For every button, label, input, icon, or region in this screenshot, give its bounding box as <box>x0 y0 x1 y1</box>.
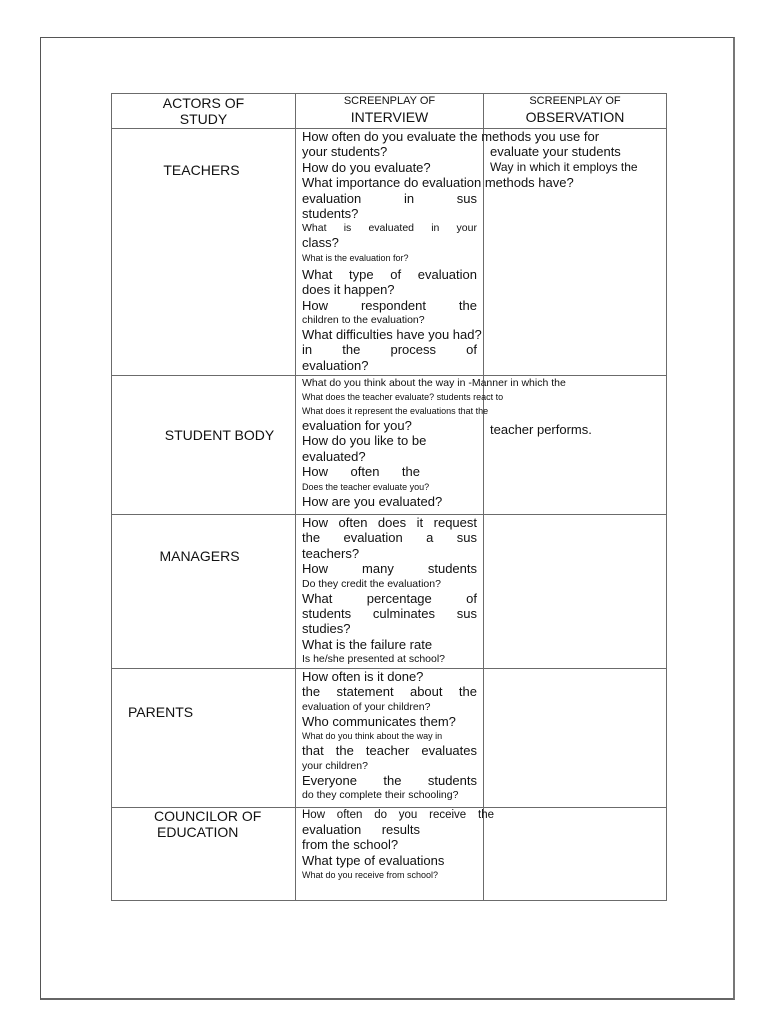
list-item: What do you think about the way in <box>302 731 443 742</box>
list-item: students? <box>302 206 359 222</box>
list-item: evaluate your students <box>490 144 621 160</box>
list-item: Who communicates them? <box>302 713 456 729</box>
list-item: How often do you evaluate the methods you use for <box>302 129 600 144</box>
interview-managers <box>296 515 484 669</box>
list-item: evaluation in sus <box>302 190 477 206</box>
list-item: What percentage of <box>302 590 477 606</box>
observation-managers <box>484 515 667 669</box>
header-observation-big: OBSERVATION <box>525 109 625 125</box>
list-item: do they complete their schooling? <box>302 789 459 802</box>
list-item: How respondent the <box>302 297 477 313</box>
list-item: teacher performs. <box>490 422 592 438</box>
list-item: What is evaluated in your <box>302 222 477 235</box>
table-row-parents <box>112 669 667 808</box>
list-item: How often does it request <box>302 515 477 530</box>
interview-parents <box>296 669 484 808</box>
actor-managers: MANAGERS <box>159 548 240 564</box>
list-item: How often do you receive the <box>302 809 494 821</box>
list-item: What is the failure rate <box>302 636 433 652</box>
list-item: What do you think about the way in -Manner in which the <box>302 377 566 389</box>
list-item: in the process of <box>302 342 477 358</box>
list-item: What does it represent the evaluations that the <box>302 406 489 416</box>
list-item: Way in which it employs the <box>490 159 638 174</box>
header-interview-big: INTERVIEW <box>350 109 429 125</box>
list-item: Is he/she presented at school? <box>302 653 446 666</box>
table-row-teachers <box>112 129 667 376</box>
list-item: class? <box>302 235 339 251</box>
table-row-student-body <box>112 376 667 515</box>
actor-teachers: TEACHERS <box>163 162 240 178</box>
list-item: Do they credit the evaluation? <box>302 577 441 590</box>
table-header-row <box>112 94 667 129</box>
list-item: What difficulties have you had? <box>302 327 482 343</box>
list-item: evaluation? <box>302 357 369 373</box>
observation-councilor <box>484 808 667 901</box>
actor-teachers-cell <box>112 129 296 376</box>
study-table <box>111 93 667 901</box>
list-item: What type of evaluations <box>302 852 445 868</box>
table-row-councilor <box>112 808 667 901</box>
observation-parents <box>484 669 667 808</box>
actor-councilor-line1: COUNCILOR OF <box>154 808 262 824</box>
header-observation <box>484 94 667 129</box>
list-item: What importance do evaluation methods have? <box>302 175 574 191</box>
actor-councilor-cell <box>112 808 296 901</box>
list-item: What type of evaluation <box>302 266 477 282</box>
list-item: from the school? <box>302 837 399 853</box>
list-item: children to the evaluation? <box>302 314 425 327</box>
list-item: Everyone the students <box>302 772 477 788</box>
actor-parents: PARENTS <box>128 704 194 720</box>
header-actors-line1: ACTORS OF <box>162 95 245 111</box>
list-item: that the teacher evaluates <box>302 743 477 759</box>
list-item: How often the <box>302 464 420 480</box>
interview-councilor <box>296 808 494 901</box>
list-item: teachers? <box>302 545 360 561</box>
header-interview-small: SCREENPLAY OF <box>343 95 436 107</box>
actor-student-body-cell <box>112 376 296 515</box>
list-item: How do you like to be <box>302 433 427 449</box>
list-item: does it happen? <box>302 282 395 298</box>
list-item: evaluation of your children? <box>302 700 431 713</box>
list-item: your students? <box>302 144 388 160</box>
list-item: How do you evaluate? <box>302 159 431 175</box>
actor-councilor-line2: EDUCATION <box>157 824 239 840</box>
header-actors-of-study <box>112 94 296 129</box>
observation-student-body <box>484 376 667 515</box>
header-interview <box>296 94 484 129</box>
list-item: evaluation for you? <box>302 418 412 433</box>
header-observation-small: SCREENPLAY OF <box>529 95 621 107</box>
actor-parents-cell <box>112 669 296 808</box>
list-item: studies? <box>302 621 351 637</box>
list-item: How are you evaluated? <box>302 493 443 509</box>
list-item: students culminates sus <box>302 606 477 622</box>
header-actors-line2: STUDY <box>179 111 228 127</box>
list-item: the statement about the <box>302 684 477 700</box>
list-item: How many students <box>302 561 477 577</box>
actor-student-body: STUDENT BODY <box>164 427 275 443</box>
actor-managers-cell <box>112 515 296 669</box>
list-item: What is the evaluation for? <box>302 252 409 263</box>
list-item: evaluated? <box>302 448 366 464</box>
list-item: What do you receive from school? <box>302 870 439 881</box>
list-item: your children? <box>302 759 368 772</box>
table-row-managers <box>112 515 667 669</box>
list-item: the evaluation a sus <box>302 530 477 546</box>
list-item: How often is it done? <box>302 669 424 684</box>
list-item: What does the teacher evaluate? students react to <box>302 392 504 402</box>
list-item: Does the teacher evaluate you? <box>302 481 430 492</box>
observation-teachers <box>484 129 667 376</box>
list-item: evaluation results <box>302 822 420 837</box>
